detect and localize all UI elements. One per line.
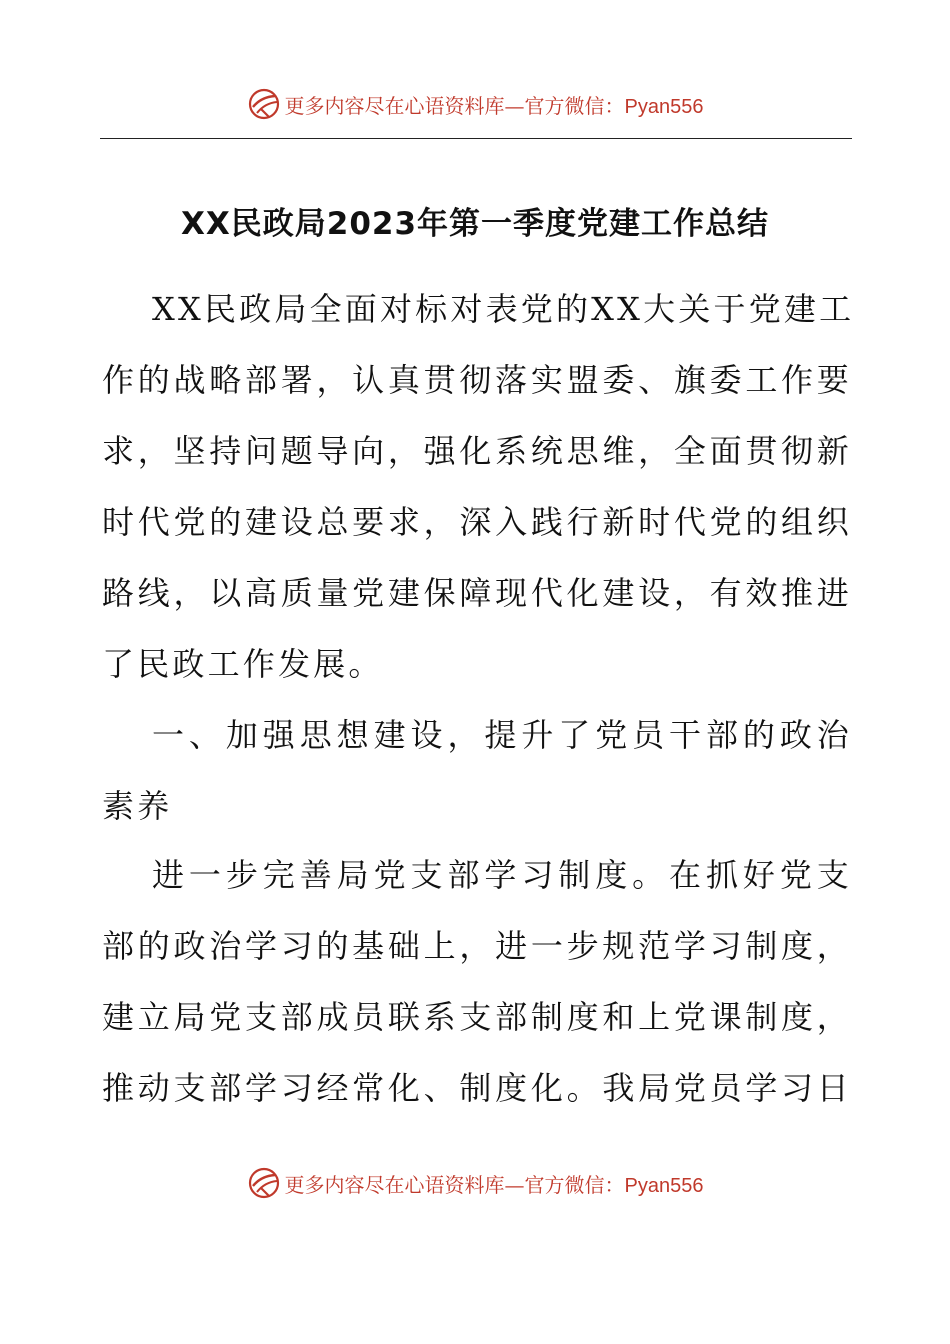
text-line: 推动支部学习经常化、制度化。我局党员学习日 [102,1069,852,1107]
text-line: 作的战略部署，认真贯彻落实盟委、旗委工作要 [102,361,852,399]
text-line: 了民政工作发展。 [102,645,384,683]
watermark-text: 更多内容尽在心语资料库—官方微信：Pyan556 [284,1172,704,1197]
section-1-body [102,840,852,1124]
intro-paragraph [102,274,855,700]
text-line: 求，坚持问题导向，强化系统思维，全面贯彻新 [102,432,852,470]
text-line: 一、加强思想建设，提升了党员干部的政治 [152,716,852,754]
brand-logo-icon [247,1166,281,1200]
section-1-heading [102,700,852,842]
text-line: 进一步完善局党支部学习制度。在抓好党支 [152,856,852,894]
header-divider [100,138,852,139]
text-line: 部的政治学习的基础上，进一步规范学习制度， [102,927,852,965]
text-line: 路线，以高质量党建保障现代化建设，有效推进 [102,574,852,612]
text-line: 建立局党支部成员联系支部制度和上党课制度， [102,998,852,1036]
footer-watermark-banner [0,1163,950,1203]
header-watermark-banner [0,84,950,124]
text-line: XX民政局全面对标对表党的XX大关于党建工 [152,290,855,328]
text-line: 素养 [102,787,173,825]
watermark-text: 更多内容尽在心语资料库—官方微信：Pyan556 [284,93,704,118]
brand-logo-icon [247,87,281,121]
text-line: 时代党的建设总要求，深入践行新时代党的组织 [102,503,852,541]
document-title: XX民政局2023年第一季度党建工作总结 [180,206,770,242]
